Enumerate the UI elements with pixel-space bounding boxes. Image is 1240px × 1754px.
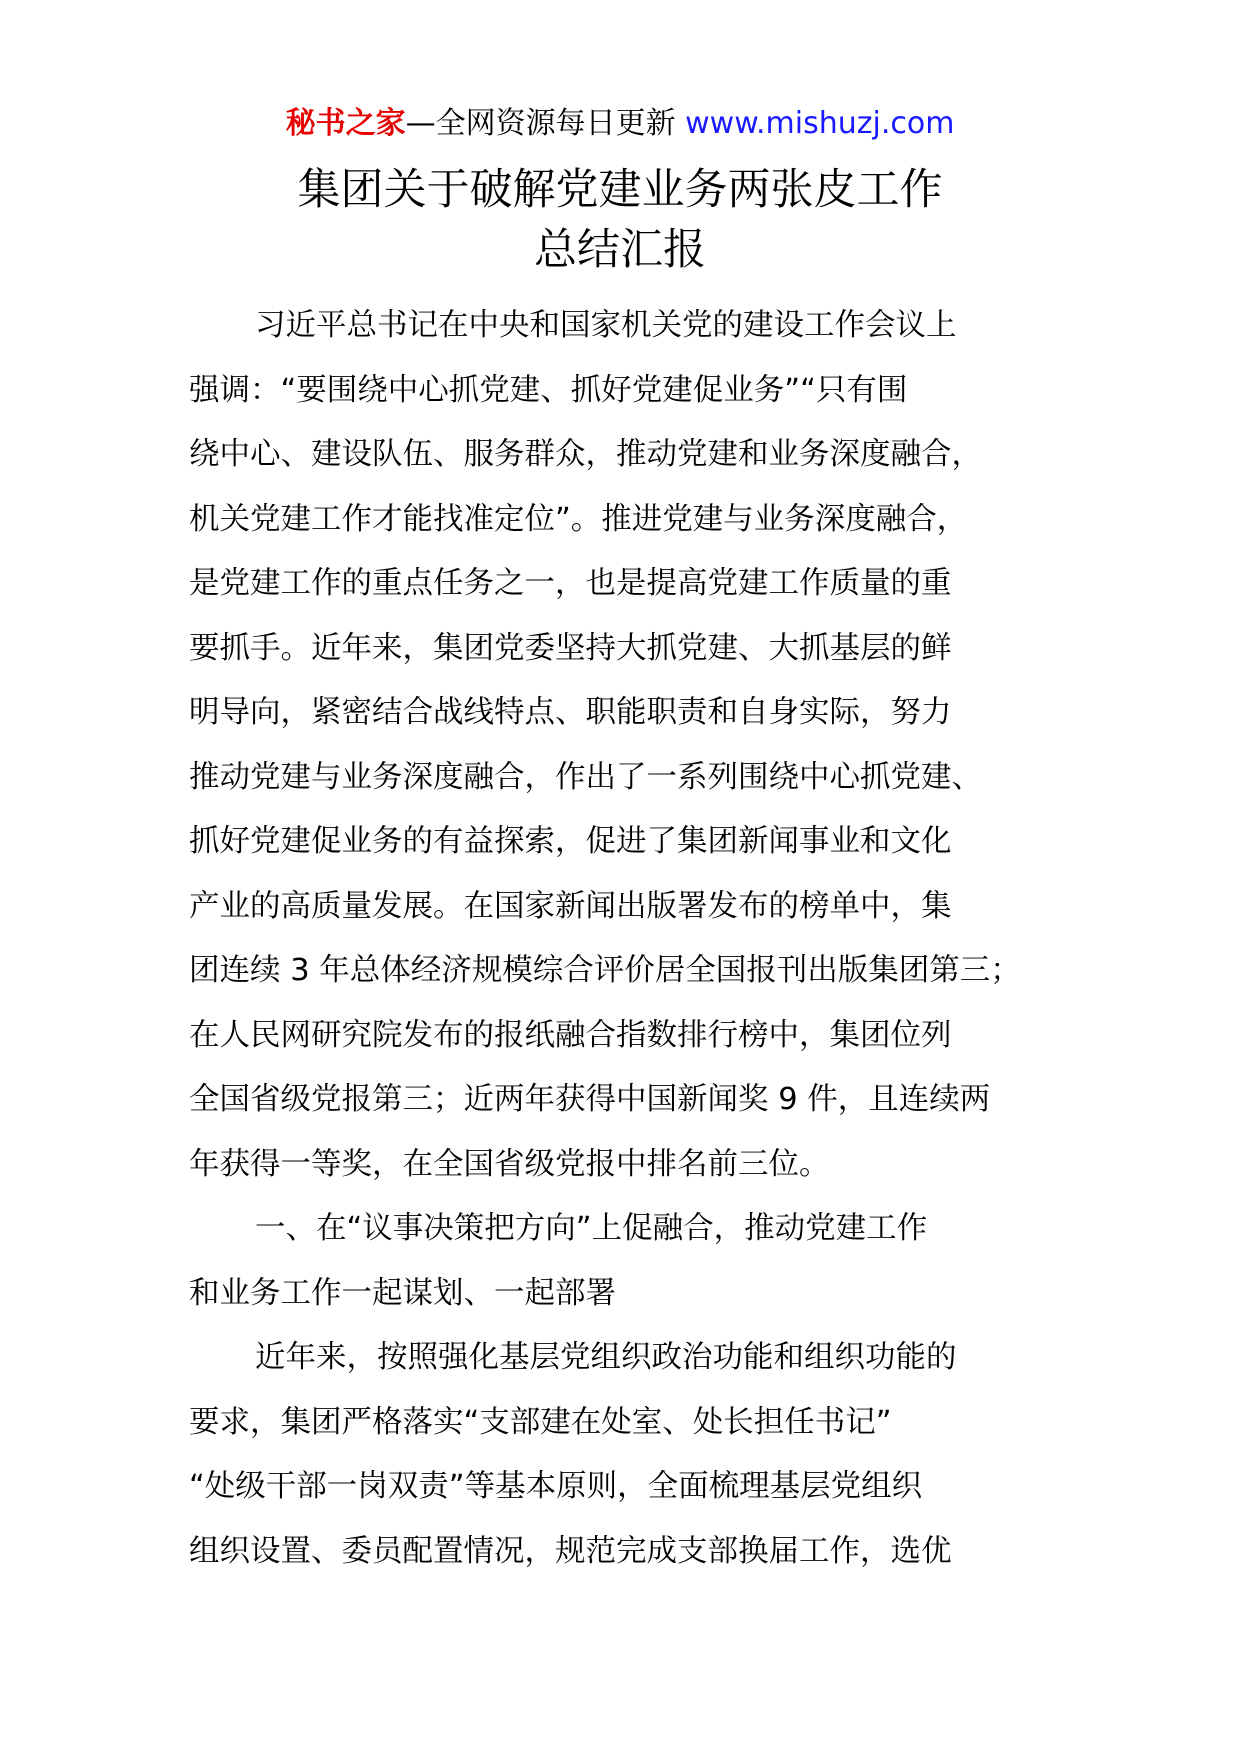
- document-body: [189, 294, 1069, 1584]
- document-title: [0, 160, 1240, 280]
- body-line: 机关党建工作才能找准定位”。推进党建与业务深度融合，: [189, 501, 968, 537]
- title-line-1: 集团关于破解党建业务两张皮工作: [297, 165, 943, 215]
- body-line: 在人民网研究院发布的报纸融合指数排行榜中，集团位列: [189, 1017, 952, 1053]
- section-heading-line: 和业务工作一起谋划、一起部署: [189, 1275, 616, 1311]
- body-line: 要求，集团严格落实“支部建在处室、处长担任书记”: [189, 1404, 892, 1440]
- body-line: 要抓手。近年来，集团党委坚持大抓党建、大抓基层的鲜: [189, 630, 952, 666]
- body-line: 推动党建与业务深度融合，作出了一系列围绕中心抓党建、: [189, 759, 982, 795]
- body-line: 绕中心、建设队伍、服务群众，推动党建和业务深度融合，: [189, 437, 982, 472]
- body-line: “处级干部一岗双责”等基本原则，全面梳理基层党组织: [189, 1469, 923, 1504]
- site-url-link[interactable]: www.mishuzj.com: [685, 106, 955, 141]
- body-line: 全国省级党报第三；近两年获得中国新闻奖 9 件，且连续两: [189, 1082, 991, 1117]
- body-line: 是党建工作的重点任务之一，也是提高党建工作质量的重: [189, 566, 952, 601]
- body-line: 习近平总书记在中央和国家机关党的建设工作会议上: [255, 308, 957, 343]
- body-line: 强调：“要围绕中心抓党建、抓好党建促业务”“只有围: [189, 372, 908, 408]
- banner-tagline: —全网资源每日更新: [405, 106, 686, 141]
- site-banner: [0, 102, 1240, 146]
- title-line-2: 总结汇报: [534, 225, 706, 275]
- body-line: 近年来，按照强化基层党组织政治功能和组织功能的: [255, 1340, 957, 1375]
- body-line: 抓好党建促业务的有益探索，促进了集团新闻事业和文化: [189, 824, 952, 859]
- section-heading-line: 一、在“议事决策把方向”上促融合，推动党建工作: [255, 1211, 928, 1246]
- body-line: 团连续 3 年总体经济规模综合评价居全国报刊出版集团第三；: [189, 953, 1021, 988]
- body-line: 明导向，紧密结合战线特点、职能职责和自身实际，努力: [189, 695, 952, 730]
- body-line: 年获得一等奖，在全国省级党报中排名前三位。: [189, 1146, 830, 1182]
- body-line: 组织设置、委员配置情况，规范完成支部换届工作，选优: [189, 1533, 952, 1569]
- brand-name: 秘书之家: [285, 106, 406, 141]
- body-line: 产业的高质量发展。在国家新闻出版署发布的榜单中，集: [189, 888, 952, 924]
